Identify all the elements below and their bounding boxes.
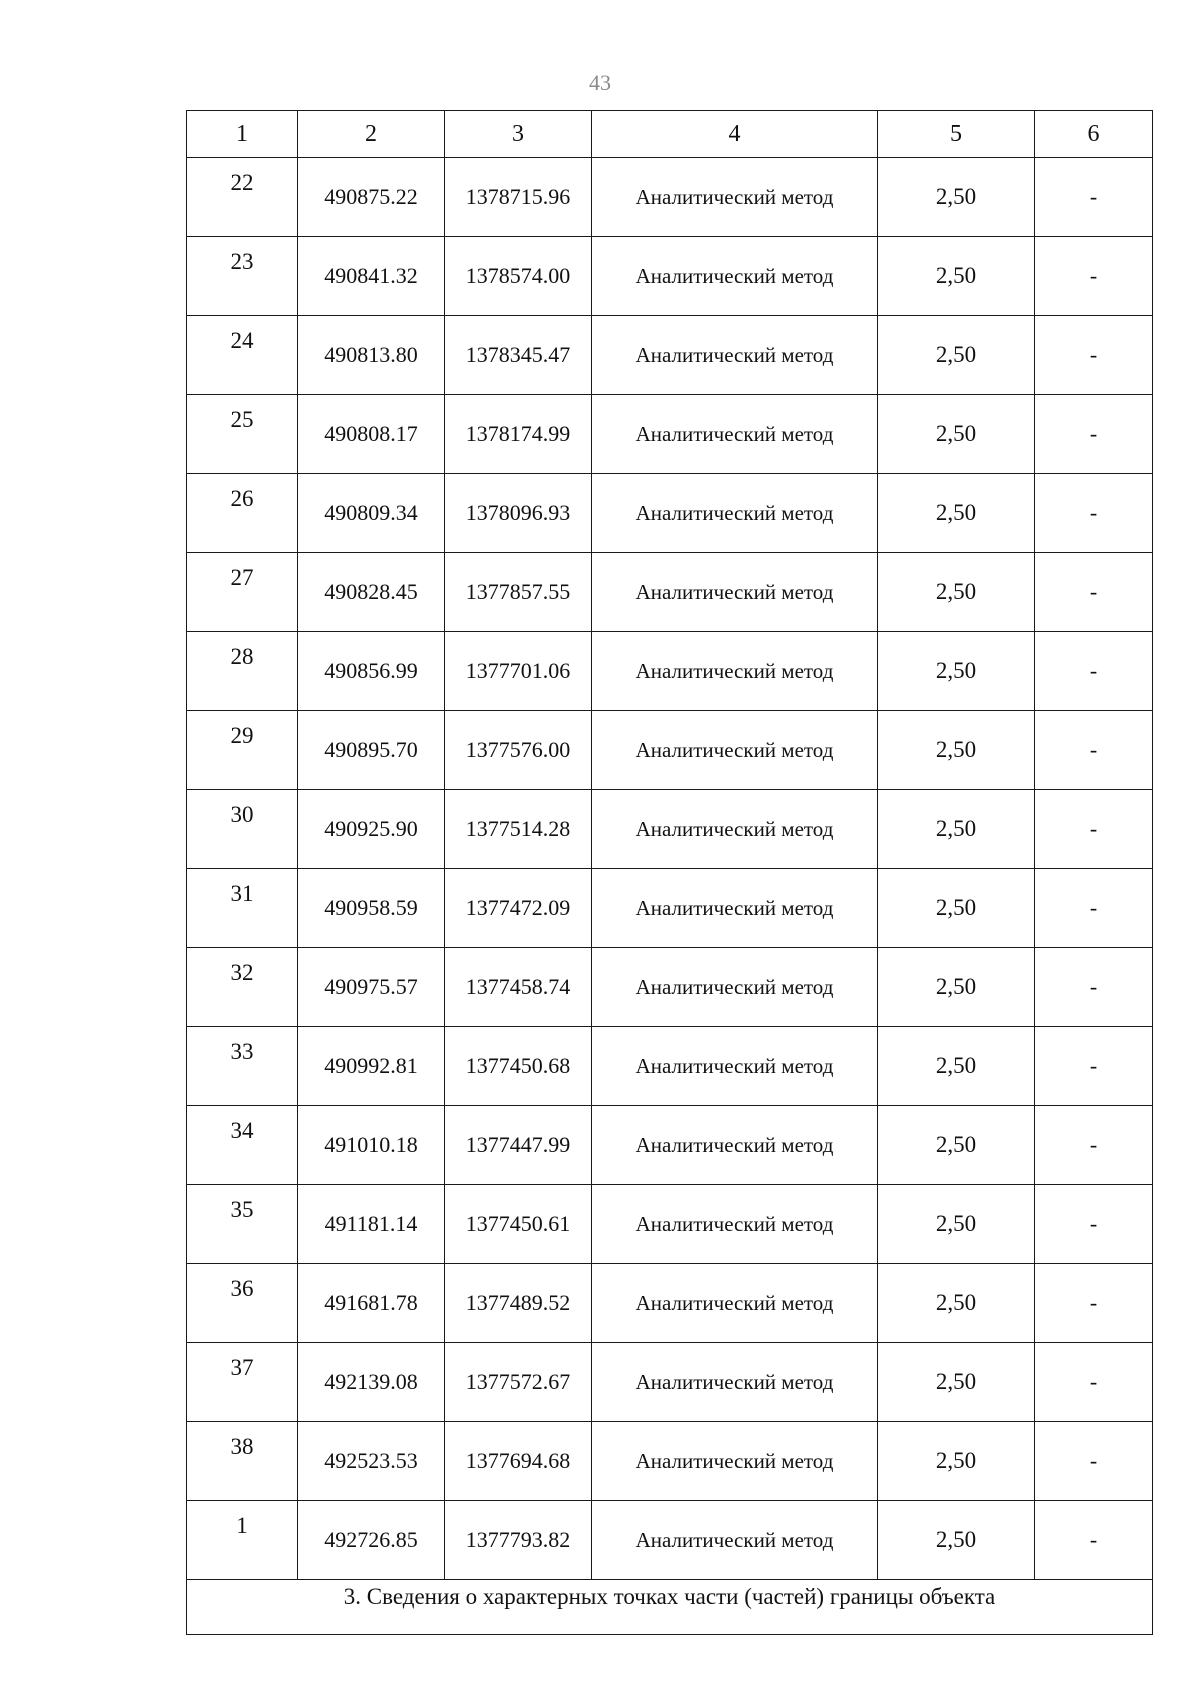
x-coordinate-cell: 491181.14 [298,1185,445,1264]
description-cell: - [1035,474,1153,553]
y-coordinate-cell: 1377450.68 [445,1027,592,1106]
method-cell: Аналитический метод [592,1501,878,1580]
table-row [187,632,1153,711]
point-number-cell: 32 [187,948,298,1027]
method-cell: Аналитический метод [592,1106,878,1185]
x-coordinate-cell: 490875.22 [298,158,445,237]
point-number-cell: 31 [187,869,298,948]
point-number-cell: 26 [187,474,298,553]
y-coordinate-cell: 1377701.06 [445,632,592,711]
section-title-row [187,1580,1153,1635]
x-coordinate-cell: 491681.78 [298,1264,445,1343]
x-coordinate-cell: 490895.70 [298,711,445,790]
method-cell: Аналитический метод [592,948,878,1027]
accuracy-cell: 2,50 [878,316,1035,395]
y-coordinate-cell: 1378715.96 [445,158,592,237]
method-cell: Аналитический метод [592,790,878,869]
method-cell: Аналитический метод [592,1185,878,1264]
method-cell: Аналитический метод [592,711,878,790]
accuracy-cell: 2,50 [878,1264,1035,1343]
accuracy-cell: 2,50 [878,1185,1035,1264]
point-number-cell: 29 [187,711,298,790]
x-coordinate-cell: 490841.32 [298,237,445,316]
method-cell: Аналитический метод [592,316,878,395]
accuracy-cell: 2,50 [878,395,1035,474]
method-cell: Аналитический метод [592,553,878,632]
method-cell: Аналитический метод [592,474,878,553]
method-cell: Аналитический метод [592,237,878,316]
point-number-cell: 27 [187,553,298,632]
x-coordinate-cell: 491010.18 [298,1106,445,1185]
description-cell: - [1035,1422,1153,1501]
description-cell: - [1035,1106,1153,1185]
description-cell: - [1035,632,1153,711]
method-cell: Аналитический метод [592,869,878,948]
accuracy-cell: 2,50 [878,237,1035,316]
point-number-cell: 28 [187,632,298,711]
column-header: 2 [298,111,445,158]
table-row [187,948,1153,1027]
y-coordinate-cell: 1378345.47 [445,316,592,395]
table-row [187,1264,1153,1343]
accuracy-cell: 2,50 [878,711,1035,790]
method-cell: Аналитический метод [592,632,878,711]
x-coordinate-cell: 490809.34 [298,474,445,553]
accuracy-cell: 2,50 [878,158,1035,237]
x-coordinate-cell: 490958.59 [298,869,445,948]
table-row [187,1106,1153,1185]
y-coordinate-cell: 1378574.00 [445,237,592,316]
method-cell: Аналитический метод [592,1027,878,1106]
point-number-cell: 23 [187,237,298,316]
description-cell: - [1035,1264,1153,1343]
table-row [187,1027,1153,1106]
column-header: 3 [445,111,592,158]
point-number-cell: 34 [187,1106,298,1185]
table-row [187,553,1153,632]
description-cell: - [1035,1185,1153,1264]
table-row [187,237,1153,316]
table-row [187,711,1153,790]
x-coordinate-cell: 490813.80 [298,316,445,395]
y-coordinate-cell: 1377472.09 [445,869,592,948]
description-cell: - [1035,395,1153,474]
accuracy-cell: 2,50 [878,1027,1035,1106]
column-header: 1 [187,111,298,158]
table-row [187,1501,1153,1580]
point-number-cell: 25 [187,395,298,474]
y-coordinate-cell: 1377857.55 [445,553,592,632]
table-row [187,158,1153,237]
x-coordinate-cell: 492523.53 [298,1422,445,1501]
description-cell: - [1035,1027,1153,1106]
description-cell: - [1035,1343,1153,1422]
description-cell: - [1035,158,1153,237]
accuracy-cell: 2,50 [878,632,1035,711]
y-coordinate-cell: 1377576.00 [445,711,592,790]
accuracy-cell: 2,50 [878,1106,1035,1185]
y-coordinate-cell: 1377458.74 [445,948,592,1027]
table-header-row [187,111,1153,158]
point-number-cell: 37 [187,1343,298,1422]
x-coordinate-cell: 490856.99 [298,632,445,711]
table-row [187,316,1153,395]
method-cell: Аналитический метод [592,1264,878,1343]
x-coordinate-cell: 490992.81 [298,1027,445,1106]
description-cell: - [1035,948,1153,1027]
description-cell: - [1035,869,1153,948]
table-row [187,1343,1153,1422]
description-cell: - [1035,316,1153,395]
y-coordinate-cell: 1377572.67 [445,1343,592,1422]
point-number-cell: 1 [187,1501,298,1580]
x-coordinate-cell: 490828.45 [298,553,445,632]
table-row [187,1185,1153,1264]
method-cell: Аналитический метод [592,1422,878,1501]
method-cell: Аналитический метод [592,1343,878,1422]
description-cell: - [1035,711,1153,790]
method-cell: Аналитический метод [592,395,878,474]
point-number-cell: 36 [187,1264,298,1343]
point-number-cell: 33 [187,1027,298,1106]
table-row [187,474,1153,553]
y-coordinate-cell: 1378096.93 [445,474,592,553]
y-coordinate-cell: 1377450.61 [445,1185,592,1264]
y-coordinate-cell: 1377514.28 [445,790,592,869]
method-cell: Аналитический метод [592,158,878,237]
accuracy-cell: 2,50 [878,474,1035,553]
y-coordinate-cell: 1377489.52 [445,1264,592,1343]
x-coordinate-cell: 492139.08 [298,1343,445,1422]
x-coordinate-cell: 490808.17 [298,395,445,474]
column-header: 4 [592,111,878,158]
point-number-cell: 38 [187,1422,298,1501]
y-coordinate-cell: 1377447.99 [445,1106,592,1185]
accuracy-cell: 2,50 [878,553,1035,632]
column-header: 5 [878,111,1035,158]
point-number-cell: 24 [187,316,298,395]
x-coordinate-cell: 490925.90 [298,790,445,869]
y-coordinate-cell: 1378174.99 [445,395,592,474]
y-coordinate-cell: 1377793.82 [445,1501,592,1580]
accuracy-cell: 2,50 [878,790,1035,869]
description-cell: - [1035,237,1153,316]
coordinates-table [186,110,1153,1635]
accuracy-cell: 2,50 [878,1501,1035,1580]
accuracy-cell: 2,50 [878,1343,1035,1422]
accuracy-cell: 2,50 [878,869,1035,948]
section-title: 3. Сведения о характерных точках части (частей) границы объекта [187,1580,1153,1635]
point-number-cell: 35 [187,1185,298,1264]
accuracy-cell: 2,50 [878,948,1035,1027]
y-coordinate-cell: 1377694.68 [445,1422,592,1501]
x-coordinate-cell: 492726.85 [298,1501,445,1580]
description-cell: - [1035,1501,1153,1580]
x-coordinate-cell: 490975.57 [298,948,445,1027]
table-row [187,790,1153,869]
table-row [187,1422,1153,1501]
point-number-cell: 22 [187,158,298,237]
page-number: 43 [589,70,611,95]
point-number-cell: 30 [187,790,298,869]
column-header: 6 [1035,111,1153,158]
table-row [187,395,1153,474]
description-cell: - [1035,790,1153,869]
table-row [187,869,1153,948]
accuracy-cell: 2,50 [878,1422,1035,1501]
description-cell: - [1035,553,1153,632]
